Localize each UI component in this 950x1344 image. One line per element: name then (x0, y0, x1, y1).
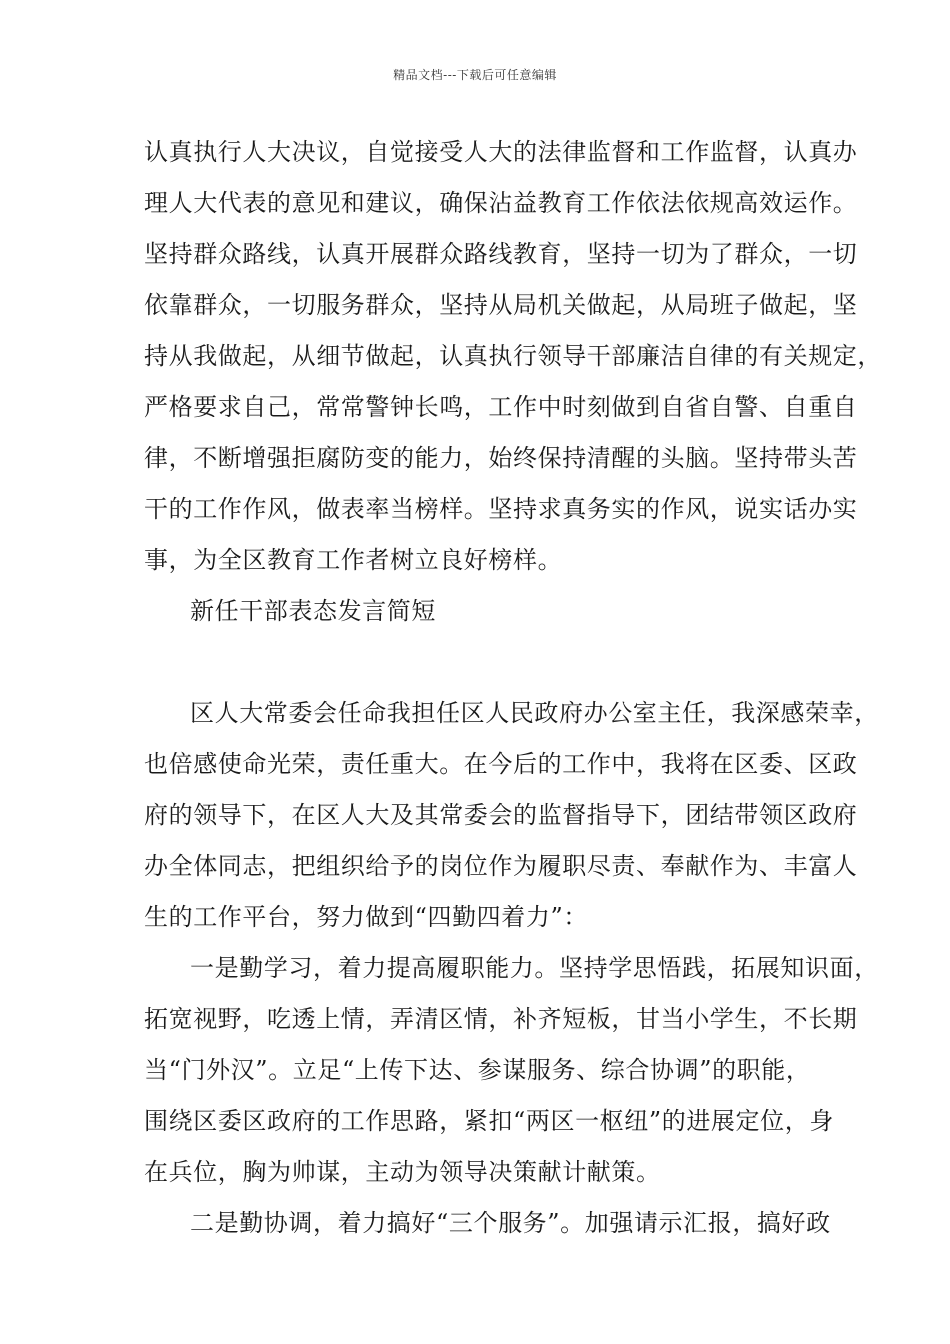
page-header: 精品文档---下载后可任意编辑 (393, 68, 557, 82)
text-line: 办全体同志，把组织给予的岗位作为履职尽责、奉献作为、丰富人 (144, 852, 858, 880)
text-line: 府的领导下，在区人大及其常委会的监督指导下，团结带领区政府 (144, 801, 858, 829)
text-line: 坚持群众路线，认真开展群众路线教育，坚持一切为了群众，一切 (144, 240, 858, 268)
text-line: 拓宽视野，吃透上情，弄清区情，补齐短板，甘当小学生，不长期 (144, 1005, 858, 1033)
text-line: 严格要求自己，常常警钟长鸣，工作中时刻做到自省自警、自重自 (144, 393, 858, 421)
text-line: 干的工作作风，做表率当榜样。坚持求真务实的作风，说实话办实 (144, 495, 858, 523)
text-line: 事，为全区教育工作者树立良好榜样。 (144, 546, 563, 574)
text-line: 围绕区委区政府的工作思路，紧扣“两区一枢纽”的进展定位，身 (144, 1107, 834, 1135)
text-line: 也倍感使命光荣，责任重大。在今后的工作中，我将在区委、区政 (144, 750, 858, 778)
section-title: 新任干部表态发言简短 (190, 597, 436, 625)
text-line: 在兵位，胸为帅谋，主动为领导决策献计献策。 (144, 1158, 661, 1186)
text-line: 律，不断增强拒腐防变的能力，始终保持清醒的头脑。坚持带头苦 (144, 444, 858, 472)
text-line: 理人大代表的意见和建议，确保沾益教育工作依法依规高效运作。 (144, 189, 858, 217)
text-line: 依靠群众，一切服务群众，坚持从局机关做起，从局班子做起，坚 (144, 291, 858, 319)
text-line: 持从我做起，从细节做起，认真执行领导干部廉洁自律的有关规定， (144, 342, 882, 370)
text-line: 区人大常委会任命我担任区人民政府办公室主任，我深感荣幸， (190, 699, 879, 727)
text-line: 一是勤学习，着力提高履职能力。坚持学思悟践，拓展知识面， (190, 954, 879, 982)
text-line: 认真执行人大决议，自觉接受人大的法律监督和工作监督，认真办 (144, 138, 858, 166)
text-line: 当“门外汉”。立足“上传下达、参谋服务、综合协调”的职能， (144, 1056, 811, 1084)
text-line: 二是勤协调，着力搞好“三个服务”。加强请示汇报，搞好政 (190, 1209, 831, 1237)
text-line: 生的工作平台，努力做到“四勤四着力”： (144, 903, 588, 931)
